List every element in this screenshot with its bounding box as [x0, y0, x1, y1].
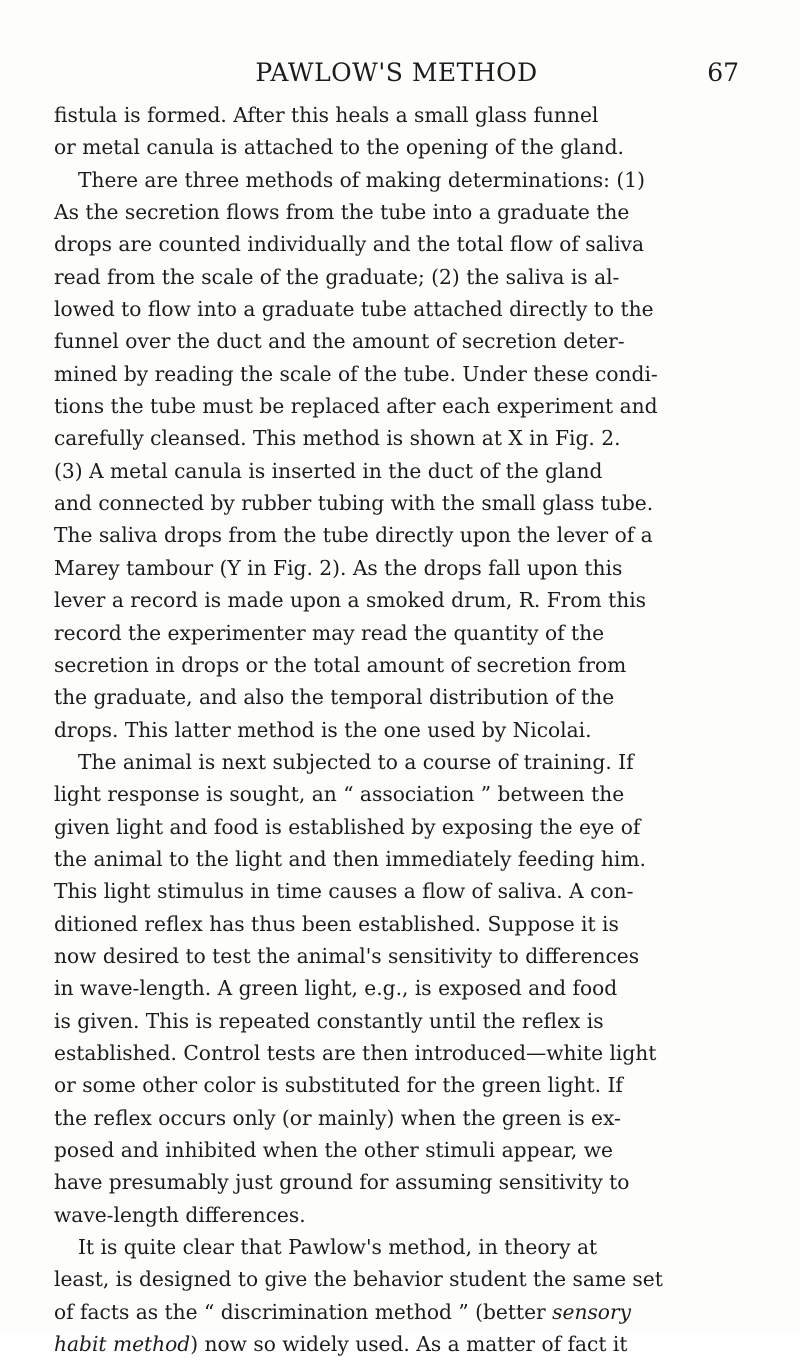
line-text: or some other color is substituted for the green light. If [54, 1073, 623, 1098]
line-text: drops are counted individually and the total flow of saliva [54, 232, 644, 257]
line-text: or metal canula is attached to the opening of the gland. [54, 135, 624, 160]
text-line [54, 1102, 744, 1134]
line-text: in wave-length. A green light, e.g., is exposed and food [54, 976, 618, 1001]
line-text: There are three methods of making determinations: (1) [78, 167, 645, 192]
text-line [54, 519, 744, 551]
line-text: This light stimulus in time causes a flow of saliva. A con- [54, 879, 634, 904]
text-line [54, 358, 744, 390]
text-line [54, 1296, 744, 1328]
line-text: secretion in drops or the total amount of secretion from [54, 652, 627, 677]
line-text: posed and inhibited when the other stimuli appear, we [54, 1138, 613, 1162]
text-line [54, 1166, 744, 1198]
line-text: (3) A metal canula is inserted in the duct of the gland [54, 458, 603, 483]
text-line [54, 1263, 744, 1295]
line-text: ) now so widely used. As a matter of fact it [190, 1332, 628, 1357]
line-text: of facts as the “ discrimination method ” (better [54, 1299, 546, 1324]
text-line [54, 196, 744, 228]
text-line [54, 649, 744, 681]
line-text: lowed to flow into a graduate tube attached directly to the [54, 297, 654, 322]
line-text: The animal is next subjected to a course of training. If [78, 749, 634, 774]
line-text: established. Control tests are then introduced—white light [54, 1040, 657, 1065]
text-line [54, 1005, 744, 1037]
text-line [54, 1037, 744, 1069]
text-line [54, 617, 744, 649]
text-line [54, 875, 744, 907]
line-text: fistula is formed. After this heals a small glass funnel [54, 103, 599, 127]
line-text: drops. This latter method is the one used by Nicolai. [54, 717, 592, 742]
line-text: the reflex occurs only (or mainly) when the green is ex- [54, 1105, 621, 1130]
line-text: As the secretion flows from the tube into a graduate the [54, 200, 630, 225]
line-text: is given. This is repeated constantly until the reflex is [54, 1008, 604, 1033]
line-text: record the experimenter may read the quantity of the [54, 620, 605, 645]
line-text: wave-length differences. [54, 1202, 306, 1227]
page-header [54, 58, 739, 98]
text-line [54, 1069, 744, 1101]
text-line [54, 487, 744, 519]
page-number: 67 [707, 58, 739, 87]
line-text: mined by reading the scale of the tube. Under these condi- [54, 361, 658, 386]
text-line [54, 972, 744, 1004]
line-text: ditioned reflex has thus been established. Suppose it is [54, 911, 619, 936]
text-line [54, 261, 744, 293]
text-line [54, 325, 744, 357]
line-text: funnel over the duct and the amount of secretion deter- [54, 329, 625, 354]
line-text: light response is sought, an “ association ” between the [54, 782, 625, 807]
line-text: the animal to the light and then immediately feeding him. [54, 846, 646, 871]
line-text: tions the tube must be replaced after each experiment and [54, 394, 658, 419]
line-text: given light and food is established by exposing the eye of [54, 814, 641, 839]
line-text: lever a record is made upon a smoked drum, R. From this [54, 588, 647, 613]
text-line [54, 746, 744, 778]
line-text: It is quite clear that Pawlow's method, in theory at [78, 1235, 598, 1260]
text-line [54, 455, 744, 487]
text-line [54, 681, 744, 713]
text-line [54, 843, 744, 875]
body-text [54, 99, 744, 1360]
line-text: and connected by rubber tubing with the small glass tube. [54, 491, 654, 516]
text-line [54, 552, 744, 584]
text-line [54, 940, 744, 972]
line-text: read from the scale of the graduate; (2) the saliva is al- [54, 264, 620, 289]
line-text: The saliva drops from the tube directly upon the lever of a [54, 523, 653, 548]
text-line [54, 390, 744, 422]
text-line [54, 584, 744, 616]
text-line [54, 1134, 744, 1166]
line-text: Marey tambour (Y in Fig. 2). As the drops fall upon this [54, 555, 623, 580]
text-line [54, 293, 744, 325]
line-text: carefully cleansed. This method is shown at X in Fig. 2. [54, 426, 621, 451]
text-line [54, 778, 744, 810]
italic-text: habit method [54, 1332, 191, 1357]
text-line [54, 131, 744, 163]
line-text: have presumably just ground for assuming sensitivity to [54, 1170, 630, 1195]
line-text: the graduate, and also the temporal distribution of the [54, 685, 615, 710]
line-text: least, is designed to give the behavior student the same set [54, 1267, 663, 1292]
text-line [54, 1199, 744, 1231]
text-line [54, 811, 744, 843]
text-line [54, 164, 744, 196]
line-text: now desired to test the animal's sensitivity to differences [54, 943, 640, 968]
running-head: PAWLOW'S METHOD [255, 58, 538, 87]
text-line [54, 228, 744, 260]
text-line [54, 99, 744, 131]
text-line [54, 714, 744, 746]
text-line [54, 908, 744, 940]
text-line [54, 1231, 744, 1263]
italic-text: sensory [552, 1299, 632, 1324]
text-line [54, 422, 744, 454]
